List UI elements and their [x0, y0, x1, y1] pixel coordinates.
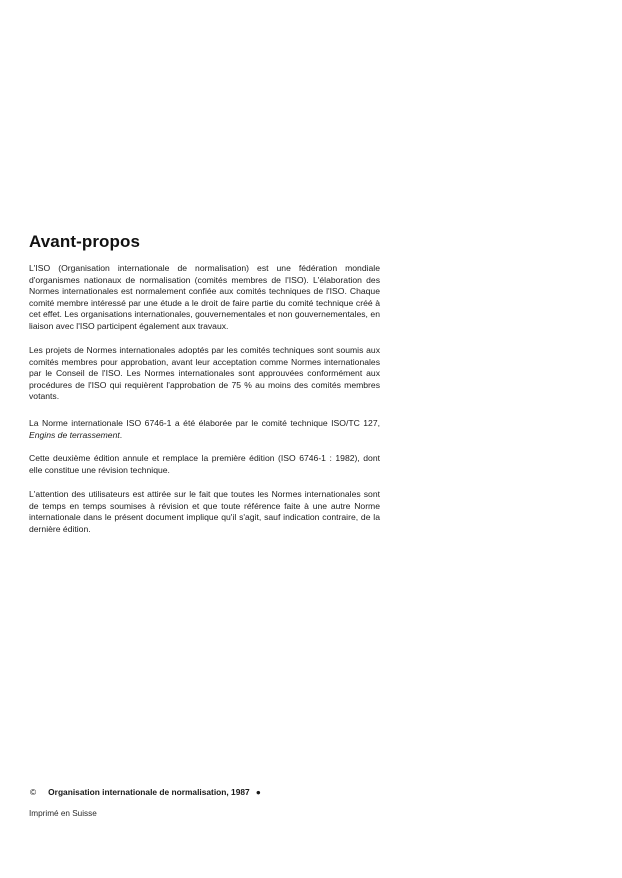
printed-in-label: Imprimé en Suisse: [29, 809, 97, 818]
committee-title: Engins de terrassement: [29, 429, 120, 440]
copyright-line: [30, 787, 261, 797]
page-title: Avant-propos: [29, 232, 141, 251]
copyright-icon: ©: [30, 787, 37, 797]
copyright-organisation: Organisation internationale de normalisation, 1987: [48, 787, 250, 797]
paragraph-standard-origin-end: .: [119, 429, 123, 440]
bullet-icon: ●: [255, 787, 261, 797]
paragraph-revision-notice: L'attention des utilisateurs est attirée sur le fait que toutes les Normes internationales sont de temps en temps soumises à révision et que toute référence faite à une autre Norme internationale dans le présent document implique qu'il s'agit, sauf indication contraire, de la dernière édition.: [29, 489, 380, 534]
paragraph-standard-origin-lead: La Norme internationale ISO 6746-1 a été élaborée par le comité technique ISO/TC 127,: [29, 418, 380, 428]
paragraph-standard-origin: [29, 418, 380, 441]
paragraph-approval-process: Les projets de Normes internationales adoptés par les comités techniques sont soumis aux comités membres pour approbation, avant leur acceptation comme Normes internationales par le Conseil de l'ISO. Les Normes internationales sont approuvées conformément aux procédures de l'ISO qui requièrent l'approbation de 75 % au moins des comités membres votants.: [29, 345, 380, 401]
paragraph-iso-description: L'ISO (Organisation internationale de normalisation) est une fédération mondiale d'organismes nationaux de normalisation (comités membres de l'ISO). L'élaboration des Normes internationales est normalement confiée aux comités techniques de l'ISO. Chaque comité membre intéressé par une étude a le droit de faire partie du comité technique créé à cet effet. Les organisations internationales, gouvernementales et non gouvernementales, en liaison avec l'ISO participent également aux travaux.: [29, 263, 380, 331]
paragraph-edition-note: Cette deuxième édition annule et remplace la première édition (ISO 6746-1 : 1982), dont elle constitue une révision technique.: [29, 453, 380, 475]
